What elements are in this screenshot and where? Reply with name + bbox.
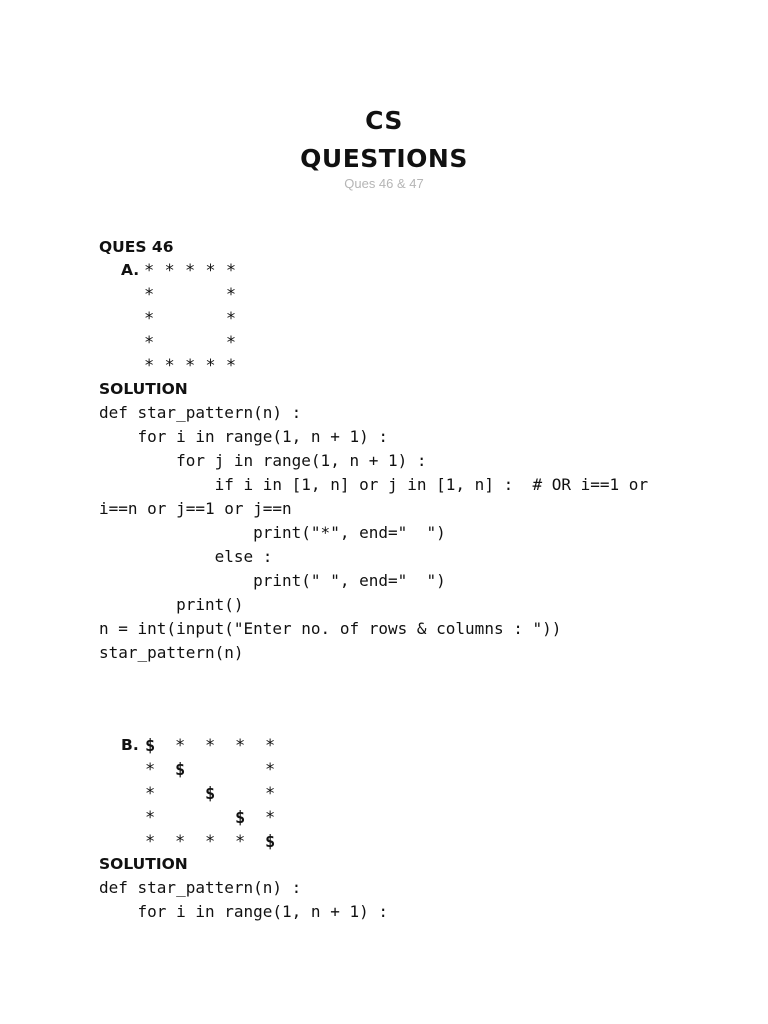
pattern-star: * [265, 760, 276, 780]
pattern-star: * [265, 784, 276, 804]
code-line: for j in range(1, n + 1) : [99, 451, 427, 470]
code-line: else : [99, 547, 273, 566]
code-line: n = int(input("Enter no. of rows & columns : ")) [99, 619, 562, 638]
pattern-star: * [235, 736, 246, 756]
pattern-star: * [175, 832, 186, 852]
code-line: for i in range(1, n + 1) : [99, 902, 388, 921]
pattern-star: * [175, 736, 186, 756]
code-line: def star_pattern(n) : [99, 403, 302, 422]
pattern-row: * * [144, 285, 237, 305]
pattern-star: * [265, 808, 276, 828]
pattern-row: * * [144, 333, 237, 353]
code-line: star_pattern(n) [99, 643, 244, 662]
pattern-star: * [145, 808, 156, 828]
pattern-dollar: $ [145, 736, 156, 756]
code-line: i==n or j==1 or j==n [99, 499, 292, 518]
page-title-line-1: CS [365, 106, 403, 135]
pattern-star: * [205, 736, 216, 756]
pattern-dollar: $ [235, 808, 246, 828]
solution-label: SOLUTION [99, 380, 188, 398]
part-b-marker: B. [121, 736, 139, 754]
code-line: for i in range(1, n + 1) : [99, 427, 388, 446]
code-line: print() [99, 595, 244, 614]
pattern-star: * [265, 736, 276, 756]
part-a-marker: A. [121, 261, 140, 279]
question-heading: QUES 46 [99, 238, 174, 256]
pattern-row: * * * * * [144, 261, 237, 281]
pattern-star: * [145, 760, 156, 780]
pattern-star: * [145, 832, 156, 852]
pattern-star: * [205, 832, 216, 852]
pattern-row: * * * * * [144, 356, 237, 376]
code-line: if i in [1, n] or j in [1, n] : # OR i==1 or [99, 475, 649, 494]
code-line: print(" ", end=" ") [99, 571, 446, 590]
solution-label: SOLUTION [99, 855, 188, 873]
pattern-dollar: $ [205, 784, 216, 804]
pattern-dollar: $ [265, 832, 276, 852]
code-line: def star_pattern(n) : [99, 878, 302, 897]
pattern-star: * [235, 832, 246, 852]
pattern-dollar: $ [175, 760, 186, 780]
page-subtitle: Ques 46 & 47 [344, 176, 424, 191]
code-line: print("*", end=" ") [99, 523, 446, 542]
pattern-row: * * [144, 309, 237, 329]
pattern-star: * [145, 784, 156, 804]
page-title-line-2: QUESTIONS [300, 144, 468, 173]
